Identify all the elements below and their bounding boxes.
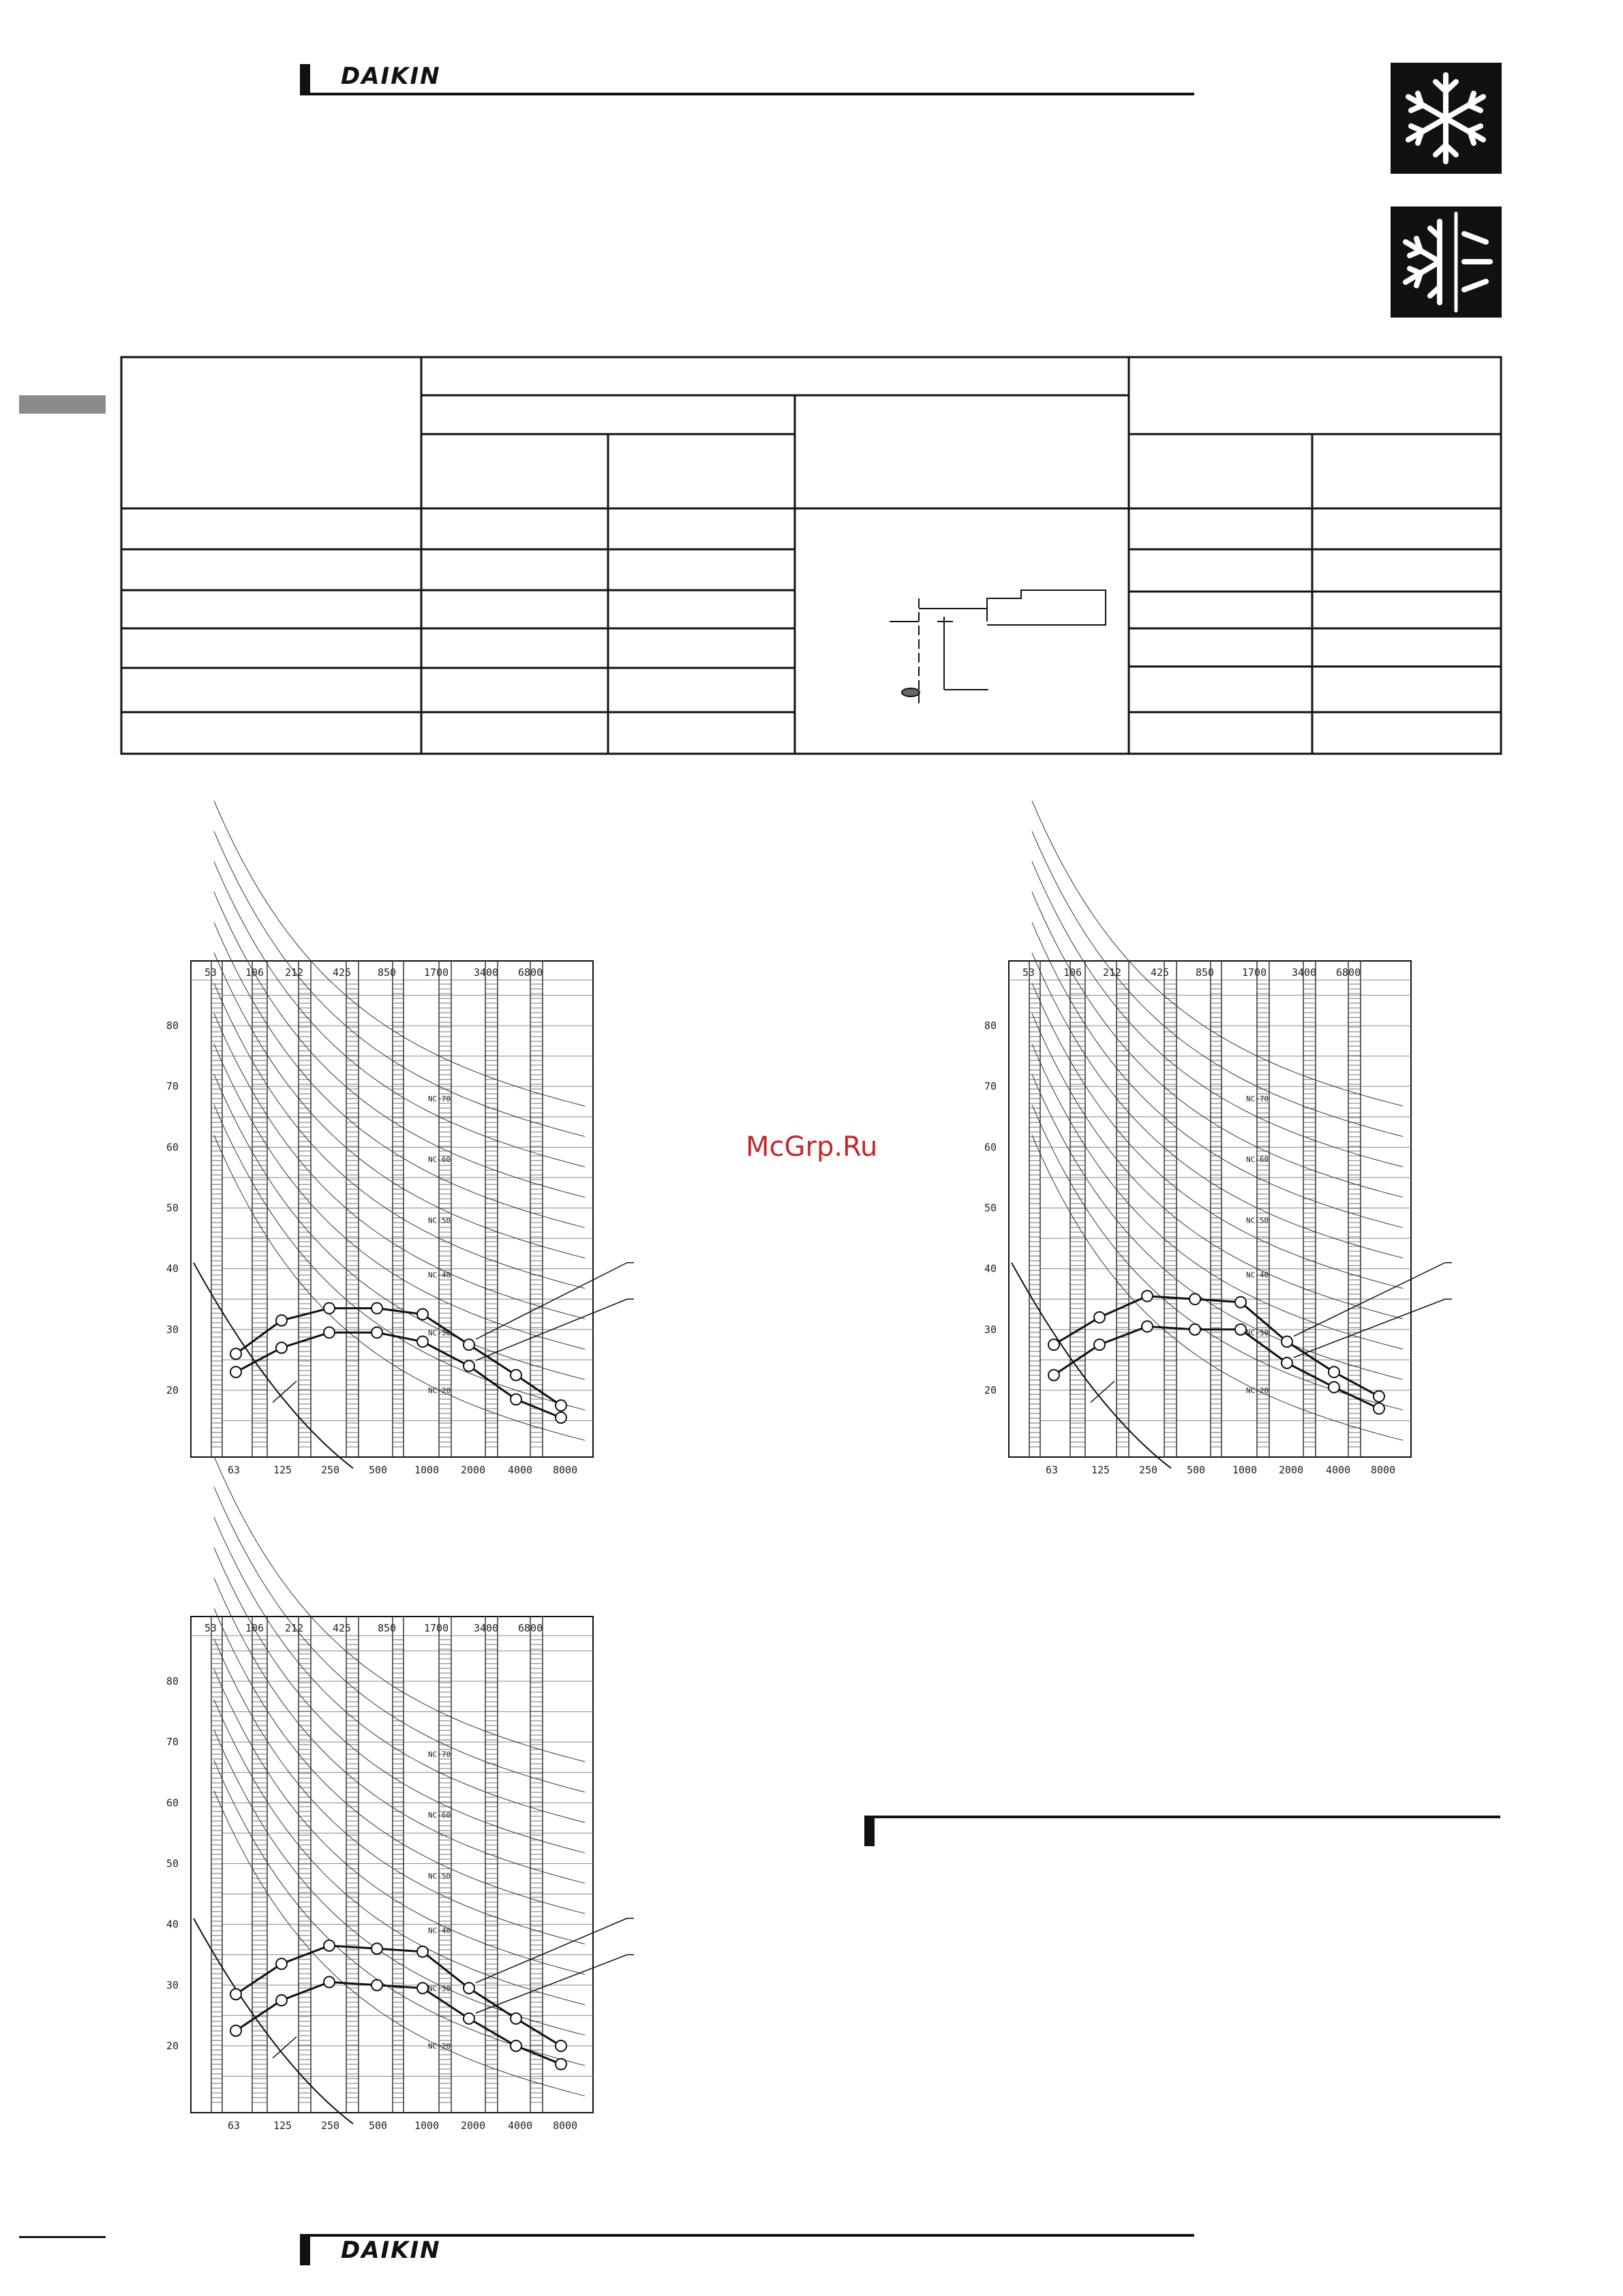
data-point-high xyxy=(230,1349,241,1360)
footer-left-rule xyxy=(19,2236,106,2238)
data-point-low xyxy=(276,1343,287,1353)
spec-table xyxy=(0,0,1623,818)
data-point-high xyxy=(324,1303,335,1314)
y-tick-label: 60 xyxy=(984,1141,997,1154)
threshold-arrow xyxy=(273,1381,297,1403)
band-label: 850 xyxy=(378,1622,397,1634)
chart-frame xyxy=(191,961,593,1457)
section-rule xyxy=(864,1816,1500,1818)
data-point-low xyxy=(556,2059,566,2070)
nc-curve-label: NC-30 xyxy=(1246,1328,1269,1338)
chart-frame xyxy=(191,1617,593,2113)
footer-brand-logo: DAIKIN xyxy=(341,2237,441,2264)
data-point-high xyxy=(1329,1366,1339,1377)
x-tick-label: 1000 xyxy=(1232,1464,1258,1476)
y-tick-label: 60 xyxy=(166,1141,179,1154)
y-tick-label: 80 xyxy=(166,1020,179,1032)
band-label: 106 xyxy=(245,966,264,979)
data-point-low xyxy=(276,1995,287,2006)
band-label: 3400 xyxy=(474,966,499,979)
nc-curve-label: NC-20 xyxy=(428,2042,451,2051)
data-point-low xyxy=(1329,1382,1339,1393)
y-tick-label: 70 xyxy=(166,1736,179,1749)
y-tick-label: 70 xyxy=(166,1080,179,1093)
data-point-high xyxy=(276,1315,287,1326)
x-tick-label: 4000 xyxy=(1326,1464,1351,1476)
x-tick-label: 250 xyxy=(1139,1464,1158,1476)
x-tick-label: 125 xyxy=(273,2119,292,2132)
nc-curve-label: NC-20 xyxy=(1246,1386,1269,1395)
nc-curve-label: NC-40 xyxy=(1246,1270,1269,1280)
noise-chart-top-left xyxy=(166,961,634,1493)
data-point-low xyxy=(1094,1339,1105,1350)
noise-chart-bottom-left xyxy=(166,1617,634,2148)
band-label: 53 xyxy=(1022,966,1035,979)
band-label: 106 xyxy=(245,1622,264,1634)
x-tick-label: 125 xyxy=(273,1464,292,1476)
series-leader-low xyxy=(476,1955,627,2013)
data-point-low xyxy=(371,1980,382,1991)
nc-curve-label: NC-70 xyxy=(428,1750,451,1759)
x-tick-label: 63 xyxy=(1046,1464,1059,1476)
y-tick-label: 30 xyxy=(166,1978,179,1991)
data-point-low xyxy=(1281,1358,1292,1368)
data-point-low xyxy=(371,1327,382,1338)
data-point-low xyxy=(556,1412,566,1423)
data-point-low xyxy=(464,1360,474,1371)
band-label: 106 xyxy=(1063,966,1082,979)
data-point-high xyxy=(556,2040,566,2051)
band-label: 425 xyxy=(333,1622,352,1634)
nc-curve-label: NC-60 xyxy=(428,1155,451,1165)
band-label: 1700 xyxy=(424,1622,449,1634)
band-label: 53 xyxy=(204,966,217,979)
nc-curve-label: NC-60 xyxy=(1246,1155,1269,1165)
x-tick-label: 125 xyxy=(1091,1464,1110,1476)
band-label: 212 xyxy=(1103,966,1122,979)
y-tick-label: 20 xyxy=(166,1384,179,1396)
band-label: 212 xyxy=(285,966,304,979)
nc-curve-label: NC-30 xyxy=(428,1984,451,1993)
data-point-high xyxy=(556,1400,566,1411)
data-point-low xyxy=(417,1983,428,1993)
x-tick-label: 8000 xyxy=(1371,1464,1396,1476)
threshold-arrow xyxy=(1091,1381,1114,1403)
band-label: 1700 xyxy=(1242,966,1267,979)
nc-curve-label: NC-70 xyxy=(428,1095,451,1103)
band-label: 850 xyxy=(1196,966,1215,979)
data-point-high xyxy=(511,1370,521,1381)
x-tick-label: 250 xyxy=(321,2119,340,2132)
band-label: 850 xyxy=(378,966,397,979)
data-point-high xyxy=(1281,1336,1292,1347)
y-tick-label: 70 xyxy=(984,1080,997,1093)
x-tick-label: 63 xyxy=(228,1464,241,1476)
data-point-high xyxy=(230,1989,241,2000)
installation-diagram xyxy=(890,590,1106,703)
watermark-text: McGrp.Ru xyxy=(746,1131,878,1163)
x-tick-label: 2000 xyxy=(461,1464,486,1476)
data-point-low xyxy=(511,2040,521,2051)
y-tick-label: 50 xyxy=(166,1201,179,1214)
data-point-low xyxy=(324,1976,335,1987)
data-point-high xyxy=(1374,1391,1384,1402)
series-leader-low xyxy=(1294,1299,1445,1358)
data-point-low xyxy=(1189,1324,1200,1335)
x-tick-label: 500 xyxy=(1187,1464,1206,1476)
data-point-high xyxy=(464,1983,474,1993)
nc-curve-label: NC-60 xyxy=(428,1811,451,1820)
band-label: 3400 xyxy=(474,1622,499,1634)
band-label: 6800 xyxy=(518,1622,543,1634)
x-tick-label: 2000 xyxy=(1279,1464,1304,1476)
band-label: 3400 xyxy=(1292,966,1317,979)
chart-frame xyxy=(1009,961,1411,1457)
header-brand-logo: DAIKIN xyxy=(341,63,441,90)
y-tick-label: 40 xyxy=(166,1918,179,1931)
data-point-high xyxy=(1142,1291,1153,1302)
x-tick-label: 1000 xyxy=(414,1464,440,1476)
noise-chart-top-right xyxy=(984,961,1452,1493)
band-label: 1700 xyxy=(424,966,449,979)
x-tick-label: 8000 xyxy=(553,2119,578,2132)
threshold-arrow xyxy=(273,2037,297,2058)
data-point-high xyxy=(1189,1294,1200,1304)
x-tick-label: 4000 xyxy=(508,1464,533,1476)
data-point-high xyxy=(324,1940,335,1951)
y-tick-label: 20 xyxy=(166,2040,179,2052)
data-point-high xyxy=(464,1339,474,1350)
band-label: 425 xyxy=(333,966,352,979)
nc-curve-label: NC-50 xyxy=(1246,1216,1269,1225)
nc-curve-label: NC-20 xyxy=(428,1386,451,1395)
data-point-low xyxy=(324,1327,335,1338)
data-point-low xyxy=(1374,1403,1384,1414)
x-tick-label: 63 xyxy=(228,2119,241,2132)
data-point-high xyxy=(511,2013,521,2024)
y-tick-label: 30 xyxy=(166,1323,179,1336)
data-point-high xyxy=(1235,1297,1246,1308)
y-tick-label: 60 xyxy=(166,1796,179,1809)
band-label: 53 xyxy=(204,1622,217,1634)
band-label: 6800 xyxy=(518,966,543,979)
nc-curve-label: NC-70 xyxy=(1246,1095,1269,1103)
data-point-low xyxy=(1048,1370,1059,1381)
band-label: 212 xyxy=(285,1622,304,1634)
band-label: 6800 xyxy=(1336,966,1361,979)
y-tick-label: 40 xyxy=(984,1262,997,1275)
nc-curve-label: NC-40 xyxy=(428,1270,451,1280)
data-point-high xyxy=(1048,1339,1059,1350)
data-point-low xyxy=(230,1366,241,1377)
x-tick-label: 4000 xyxy=(508,2119,533,2132)
series-leader-high xyxy=(476,1263,627,1339)
x-tick-label: 500 xyxy=(369,2119,388,2132)
nc-curve-label: NC-30 xyxy=(428,1328,451,1338)
data-point-low xyxy=(417,1336,428,1347)
y-tick-label: 80 xyxy=(166,1675,179,1687)
data-point-high xyxy=(276,1959,287,1970)
footer-accent-bar xyxy=(300,2234,310,2265)
x-tick-label: 500 xyxy=(369,1464,388,1476)
nc-curve-label: NC-50 xyxy=(428,1216,451,1225)
section-accent-bar xyxy=(864,1816,875,1846)
x-tick-label: 2000 xyxy=(461,2119,486,2132)
data-point-low xyxy=(464,2013,474,2024)
y-tick-label: 80 xyxy=(984,1020,997,1032)
data-point-low xyxy=(511,1394,521,1405)
nc-curve-label: NC-50 xyxy=(428,1871,451,1881)
data-point-high xyxy=(371,1943,382,1954)
y-tick-label: 20 xyxy=(984,1384,997,1396)
y-tick-label: 30 xyxy=(984,1323,997,1336)
y-tick-label: 50 xyxy=(166,1857,179,1870)
x-tick-label: 1000 xyxy=(414,2119,440,2132)
nc-curve-label: NC-40 xyxy=(428,1926,451,1935)
series-leader-high xyxy=(476,1918,627,1983)
data-point-high xyxy=(417,1309,428,1320)
data-point-high xyxy=(1094,1312,1105,1323)
data-point-low xyxy=(230,2025,241,2036)
data-point-high xyxy=(371,1303,382,1314)
y-tick-label: 40 xyxy=(166,1262,179,1275)
data-point-low xyxy=(1235,1324,1246,1335)
x-tick-label: 8000 xyxy=(553,1464,578,1476)
data-point-low xyxy=(1142,1321,1153,1332)
data-point-high xyxy=(417,1946,428,1957)
band-label: 425 xyxy=(1151,966,1170,979)
y-tick-label: 50 xyxy=(984,1201,997,1214)
x-tick-label: 250 xyxy=(321,1464,340,1476)
